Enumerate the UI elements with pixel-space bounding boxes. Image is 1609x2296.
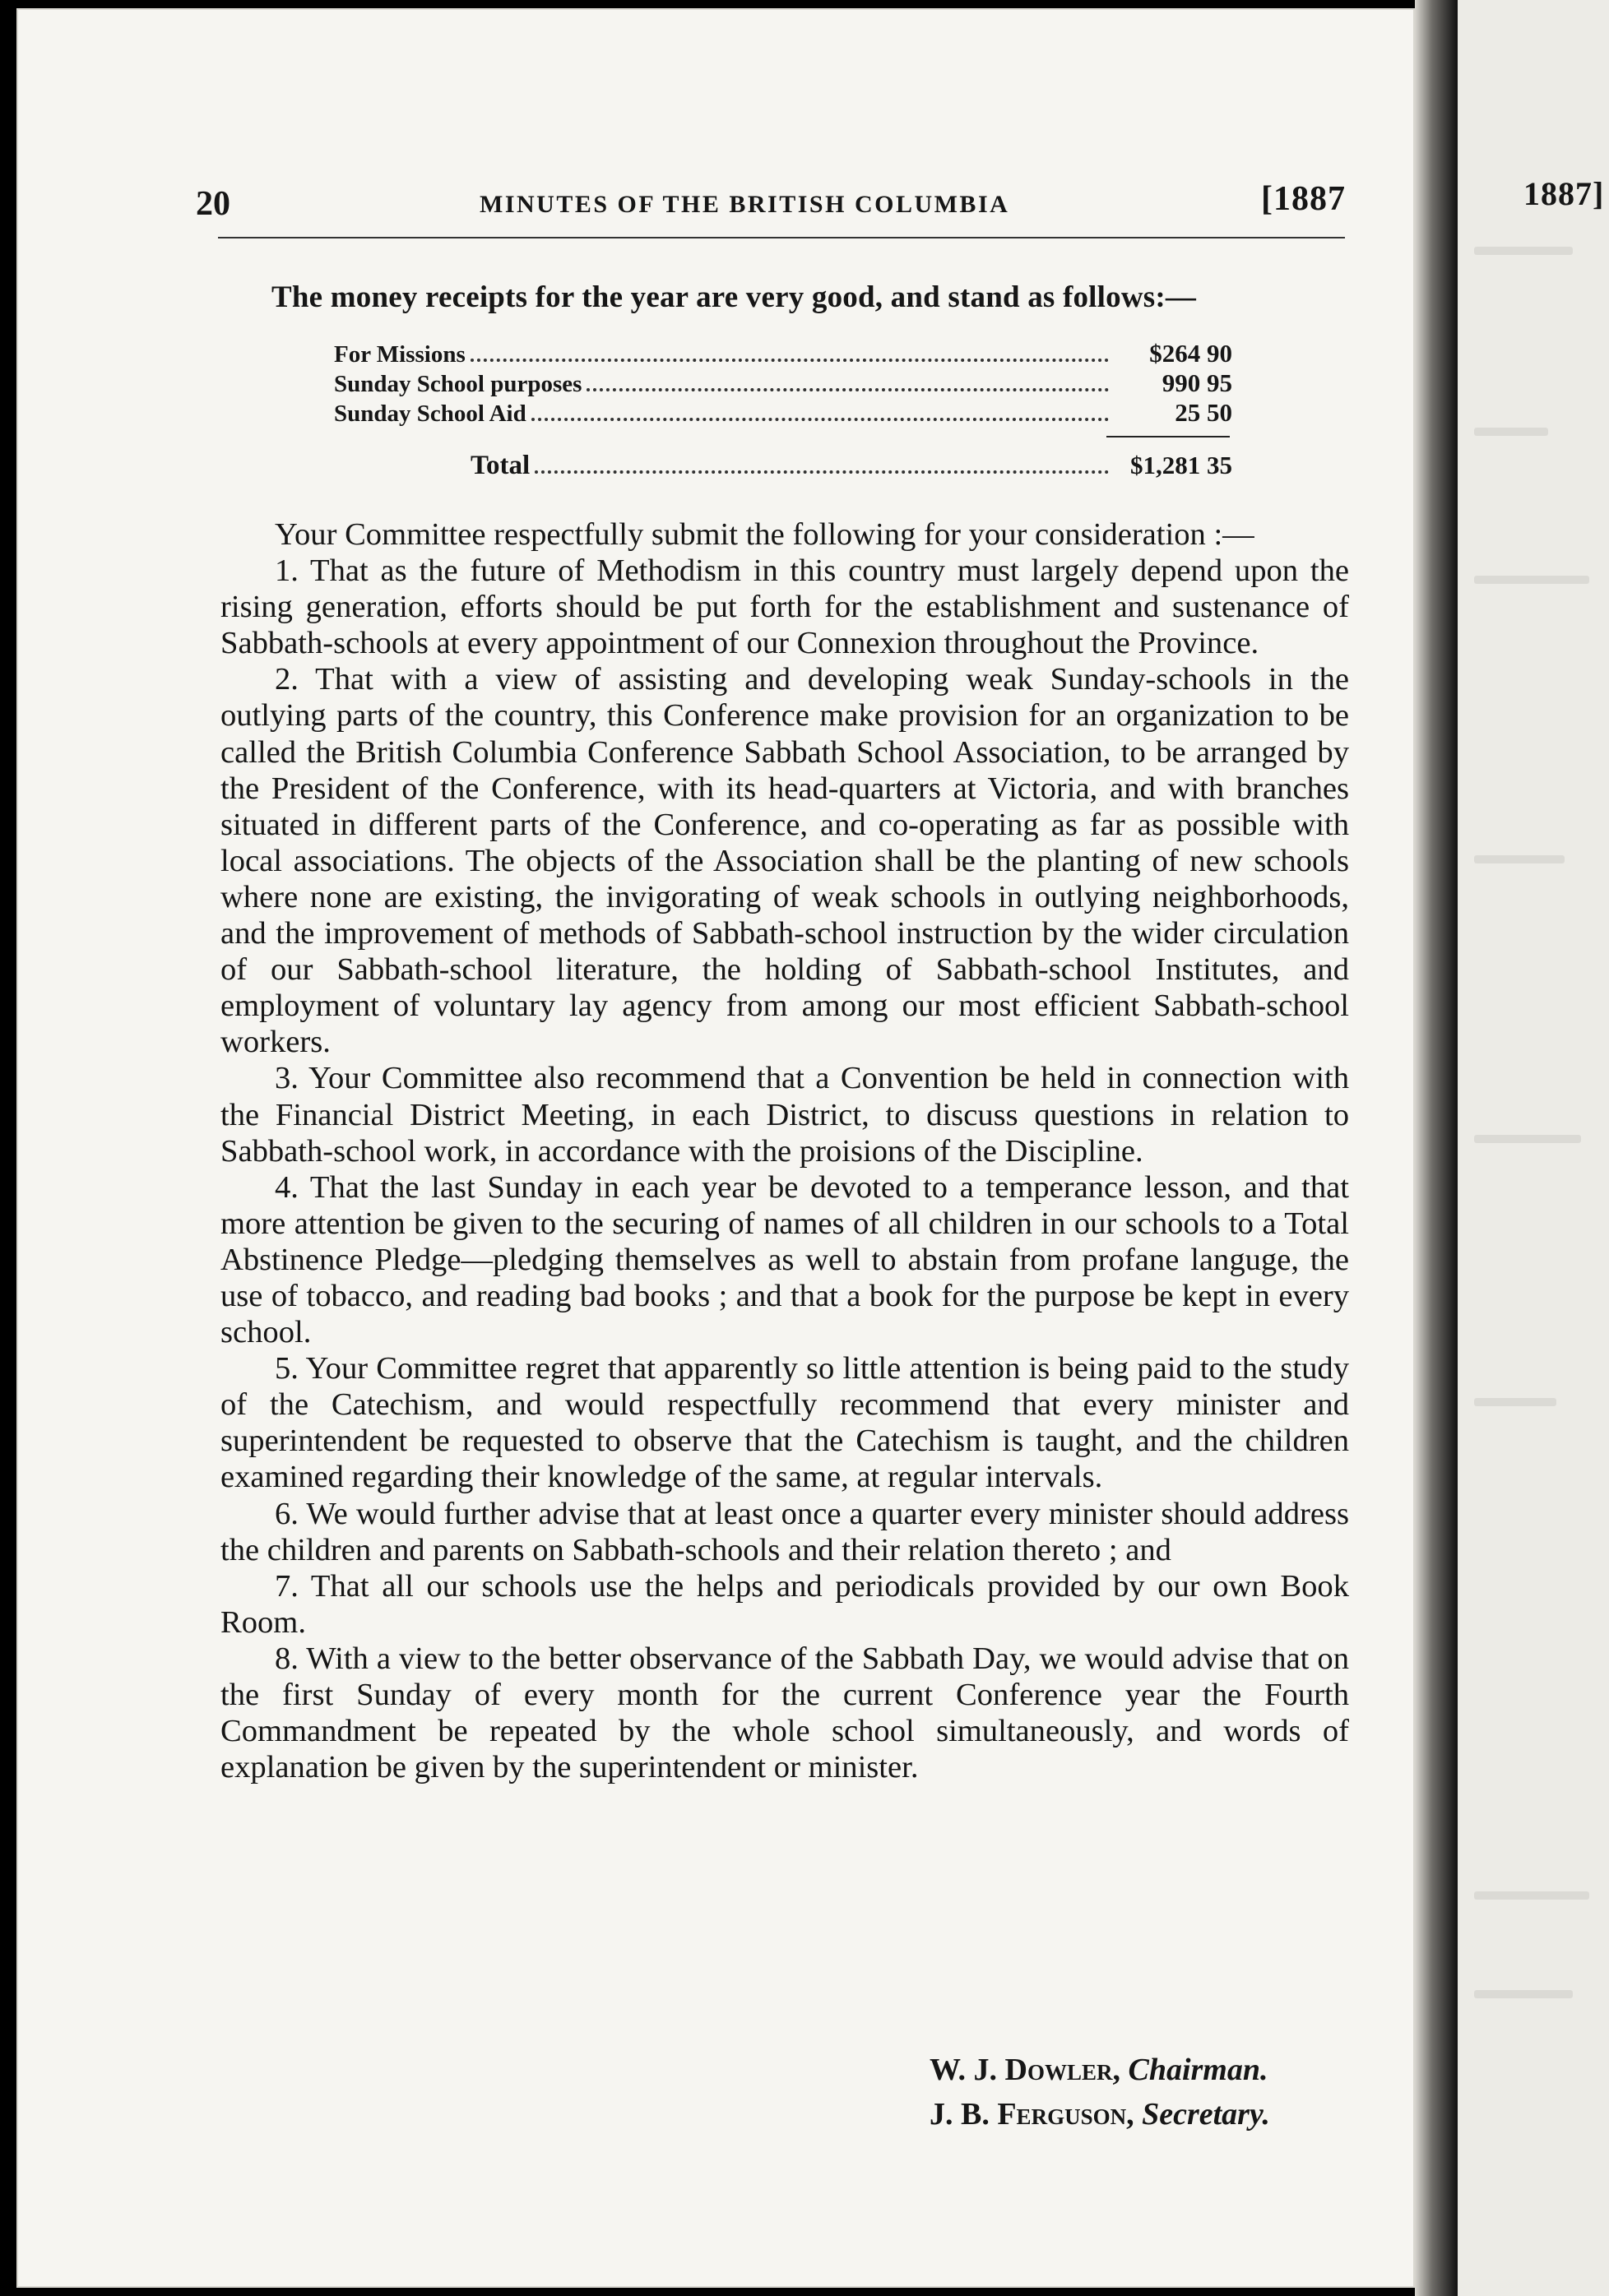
receipt-label: Sunday School Aid bbox=[334, 400, 526, 427]
signatory-name: J. B. Ferguson, bbox=[930, 2097, 1134, 2132]
running-year: [1887 bbox=[1261, 180, 1346, 218]
resolution-paragraph: 2. That with a view of assisting and developing weak Sunday-schools in the outlying parts of the country, this Conference make provision for an organization to be called the British Columbia Conference Sabbath School Association, to be arranged by the President of the Conference, with its head-quarters at Victoria, and with branches situated in different parts of the Conference, and co-operating as far as possible with local associations. The objects of the Association shall be the planting of new schools where none are existing, the invigorating of weak schools in outlying neighborhoods, and the improvement of methods of Sabbath-school instruction by the wider circulation of our Sabbath-school literature, the holding of Sabbath-school Institutes, and employment of voluntary lay agency from among our most efficient Sabbath-school workers. bbox=[220, 662, 1349, 1060]
resolution-paragraph: 8. With a view to the better observance of the Sabbath Day, we would advise that on the first Sunday of every month for the current Conference year the Fourth Commandment be repeated by the whole school simultaneously, and words of explanation be given by the superintendent or minister. bbox=[220, 1641, 1349, 1785]
receipt-row bbox=[334, 398, 1232, 428]
page-number: 20 bbox=[196, 185, 230, 223]
receipts-intro: The money receipts for the year are very good, and stand as follows:— bbox=[271, 280, 1197, 314]
receipt-label: For Missions bbox=[334, 341, 466, 368]
signatory-role: Secretary. bbox=[1142, 2097, 1270, 2132]
dot-leader bbox=[471, 359, 1109, 362]
receipts-table bbox=[334, 339, 1232, 428]
resolution-paragraph: 7. That all our schools use the helps and periodicals provided by our own Book Room. bbox=[220, 1568, 1349, 1640]
secretary-signature bbox=[930, 2092, 1357, 2136]
facing-page bbox=[1458, 0, 1609, 2296]
resolution-paragraph: 1. That as the future of Methodism in this country must largely depend upon the rising generation, efforts should be put forth for the establishment and sustenance of Sabbath-schools at every appointment of our Connexion throughout the Province. bbox=[220, 553, 1349, 661]
header-rule bbox=[218, 237, 1345, 238]
receipt-amount: $264 90 bbox=[1149, 339, 1232, 368]
signatory-role: Chairman. bbox=[1128, 2053, 1268, 2087]
resolution-paragraph: 3. Your Committee also recommend that a Convention be held in connection with the Financial District Meeting, in each District, to discuss questions in relation to Sabbath-school work, in accordance with the proisions of the Discipline. bbox=[220, 1061, 1349, 1169]
total-label: Total bbox=[471, 451, 531, 480]
signature-block bbox=[930, 2048, 1357, 2136]
receipt-amount: 25 50 bbox=[1175, 398, 1232, 427]
running-title: MINUTES OF THE BRITISH COLUMBIA bbox=[480, 191, 1010, 218]
total-amount: $1,281 35 bbox=[1130, 451, 1232, 479]
resolution-paragraph: 5. Your Committee regret that apparently so little attention is being paid to the study of the Catechism, and would respectfully recommend that every minister and superintendent be requested to observe that the Catechism is taught, and the children examined regarding their knowledge of the same, at regular intervals. bbox=[220, 1351, 1349, 1495]
receipt-total-row bbox=[471, 451, 1232, 480]
receipt-row bbox=[334, 368, 1232, 398]
receipt-amount: 990 95 bbox=[1162, 368, 1232, 397]
book-gutter bbox=[1415, 0, 1458, 2296]
dot-leader bbox=[531, 418, 1109, 421]
resolution-paragraph: 4. That the last Sunday in each year be devoted to a temperance lesson, and that more attention be given to the securing of names of all children in our schools to a Total Abstinence Pledge—pledging themselves as well to abstain from profane languge, the use of tobacco, and reading bad books ; and that a book for the purpose be kept in every school. bbox=[220, 1169, 1349, 1350]
running-head bbox=[196, 179, 1346, 229]
receipt-label: Sunday School purposes bbox=[334, 371, 582, 397]
signatory-name: W. J. Dowler, bbox=[930, 2053, 1120, 2087]
facing-page-year: 1887] bbox=[1523, 175, 1605, 212]
report-intro: Your Committee respectfully submit the following for your consideration :— bbox=[275, 517, 1254, 552]
chairman-signature bbox=[930, 2048, 1357, 2092]
sum-rule bbox=[1106, 436, 1230, 437]
resolution-paragraph: 6. We would further advise that at least once a quarter every minister should address the children and parents on Sabbath-schools and their relation thereto ; and bbox=[220, 1496, 1349, 1567]
dot-leader bbox=[587, 388, 1109, 391]
receipt-row bbox=[334, 339, 1232, 368]
dot-leader bbox=[535, 470, 1109, 474]
committee-report bbox=[220, 516, 1349, 1785]
